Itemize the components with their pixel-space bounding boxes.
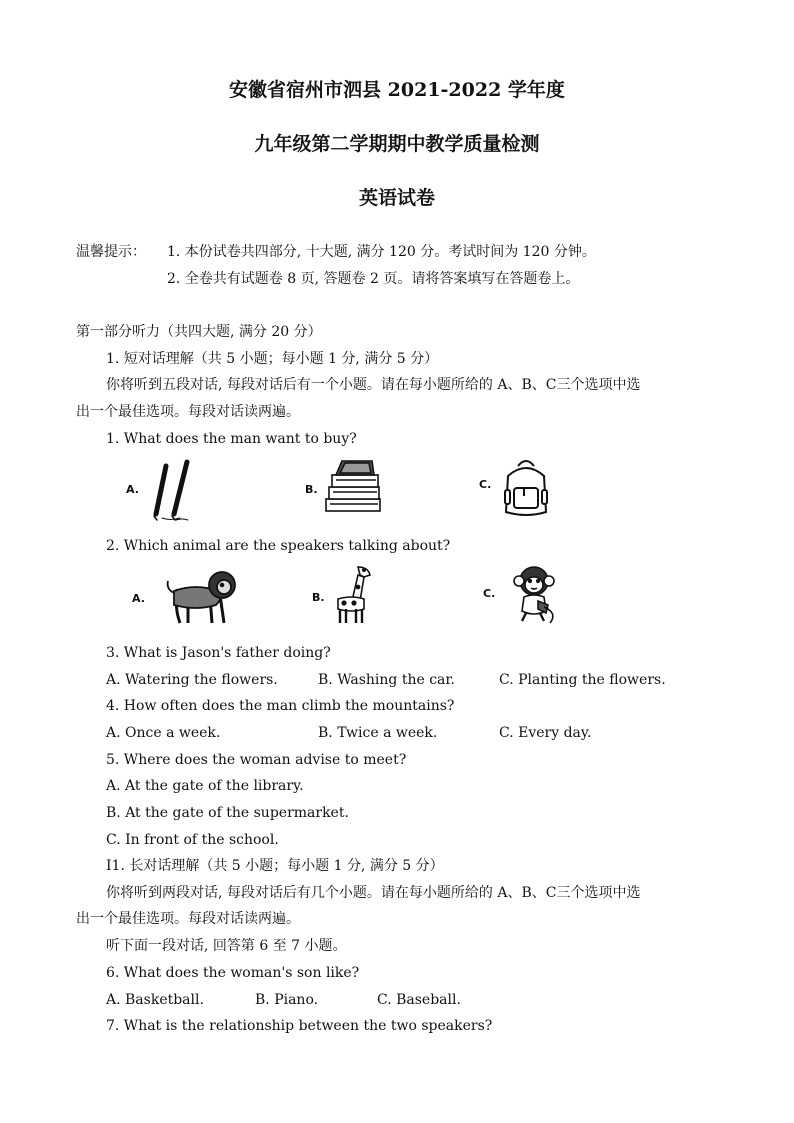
pens-icon — [150, 460, 195, 522]
section1-instructions-1: 你将听到五段对话, 每段对话后有一个小题。请在每小题所给的 A、B、C三个选项中选 — [106, 377, 641, 393]
q3-option-c: C. Planting the flowers. — [499, 672, 666, 688]
q4-option-b: B. Twice a week. — [318, 725, 438, 741]
exam-title-line2: 九年级第二学期期中教学质量检测 — [254, 133, 540, 155]
q2-option-c-label: C. — [483, 587, 496, 600]
q5-option-c: C. In front of the school. — [106, 832, 279, 848]
q2-stem: 2. Which animal are the speakers talking about? — [106, 538, 451, 554]
section1-heading: 1. 短对话理解（共 5 小题；每小题 1 分, 满分 5 分） — [106, 351, 439, 367]
q4-stem: 4. How often does the man climb the mountains? — [106, 698, 455, 714]
q3-option-a: A. Watering the flowers. — [106, 672, 278, 688]
exam-title-line3: 英语试卷 — [358, 187, 435, 209]
notice-label: 温馨提示： — [76, 244, 146, 260]
q6-option-a: A. Basketball. — [106, 992, 204, 1008]
section2-instructions-2: 出一个最佳选项。每段对话读两遍。 — [76, 911, 300, 927]
q1-option-b-label: B. — [305, 483, 318, 496]
q6-option-b: B. Piano. — [255, 992, 319, 1008]
giraffe-icon — [330, 563, 378, 627]
q3-stem: 3. What is Jason's father doing? — [106, 645, 331, 661]
section1-instructions-2: 出一个最佳选项。每段对话读两遍。 — [76, 404, 300, 420]
lion-icon — [164, 567, 236, 627]
backpack-icon — [500, 456, 552, 518]
books-icon — [322, 457, 384, 515]
q5-option-a: A. At the gate of the library. — [106, 778, 304, 794]
section2-sub-instruction: 听下面一段对话, 回答第 6 至 7 小题。 — [106, 938, 347, 954]
q3-option-b: B. Washing the car. — [318, 672, 455, 688]
q6-option-c: C. Baseball. — [377, 992, 461, 1008]
monkey-icon — [510, 563, 564, 625]
q7-stem: 7. What is the relationship between the two speakers? — [106, 1018, 493, 1034]
q1-option-c-label: C. — [479, 478, 492, 491]
q1-option-a-label: A. — [126, 483, 139, 496]
exam-title-line1: 安徽省宿州市泗县 2021-2022 学年度 — [229, 79, 565, 101]
q2-option-a-label: A. — [132, 592, 145, 605]
q5-option-b: B. At the gate of the supermarket. — [106, 805, 349, 821]
notice-item-2: 2. 全卷共有试题卷 8 页, 答题卷 2 页。请将答案填写在答题卷上。 — [167, 271, 580, 287]
q2-option-b-label: B. — [312, 591, 325, 604]
q6-stem: 6. What does the woman's son like? — [106, 965, 360, 981]
section2-heading: I1. 长对话理解（共 5 小题；每小题 1 分, 满分 5 分） — [106, 858, 444, 874]
part1-heading: 第一部分听力（共四大题, 满分 20 分） — [76, 324, 322, 340]
q4-option-c: C. Every day. — [499, 725, 592, 741]
section2-instructions-1: 你将听到两段对话, 每段对话后有几个小题。请在每小题所给的 A、B、C三个选项中选 — [106, 885, 641, 901]
q1-stem: 1. What does the man want to buy? — [106, 431, 357, 447]
q5-stem: 5. Where does the woman advise to meet? — [106, 752, 407, 768]
q4-option-a: A. Once a week. — [106, 725, 221, 741]
notice-item-1: 1. 本份试卷共四部分, 十大题, 满分 120 分。考试时间为 120 分钟。 — [167, 244, 596, 260]
